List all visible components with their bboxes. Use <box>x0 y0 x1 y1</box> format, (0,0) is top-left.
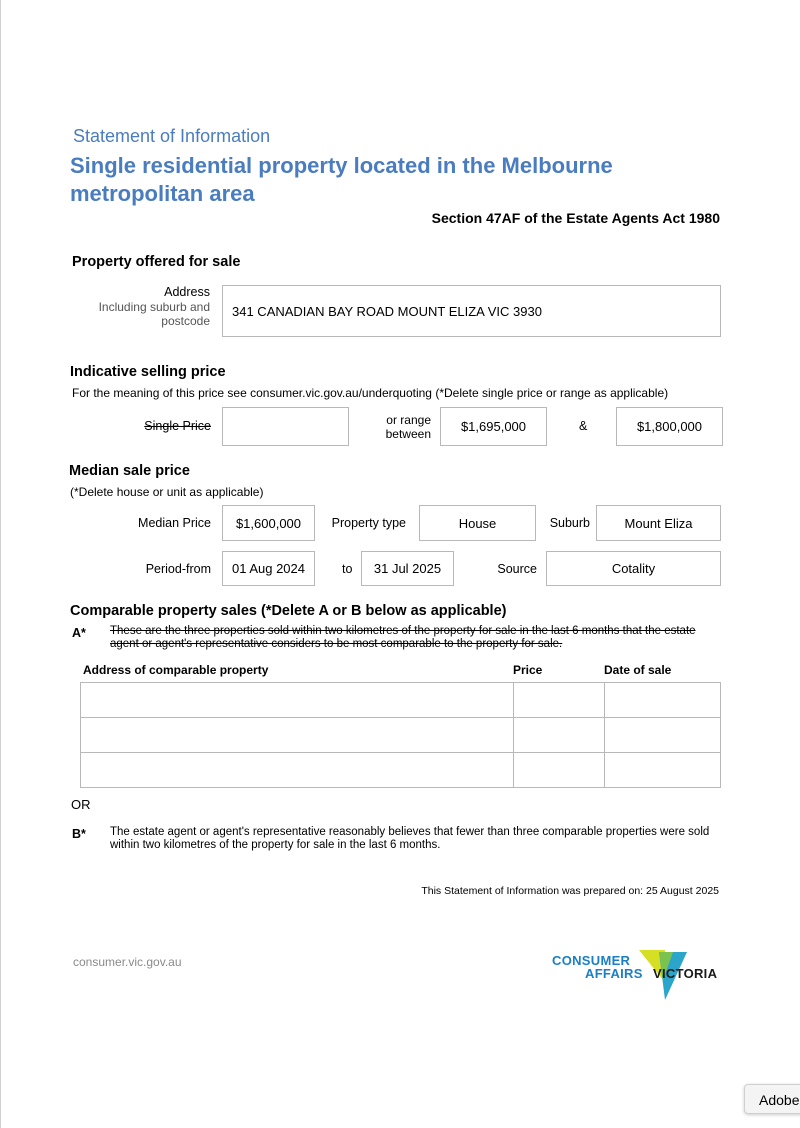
median-price-field[interactable] <box>222 505 315 541</box>
date-cell[interactable] <box>605 683 721 718</box>
range-high-value: $1,800,000 <box>636 419 703 434</box>
option-a-marker: A* <box>72 626 86 640</box>
range-low-value: $1,695,000 <box>460 419 527 434</box>
address-value: 341 CANADIAN BAY ROAD MOUNT ELIZA VIC 3930 <box>232 303 542 319</box>
option-b-marker: B* <box>72 827 86 841</box>
property-heading: Property offered for sale <box>72 254 241 270</box>
indicative-heading: Indicative selling price <box>70 364 226 380</box>
single-price-label: Single Price <box>144 419 211 433</box>
col-date-header: Date of sale <box>604 663 672 677</box>
median-price-label: Median Price <box>138 516 211 530</box>
col-price-header: Price <box>513 663 543 677</box>
source-label: Source <box>497 562 537 576</box>
or-separator: OR <box>71 797 91 812</box>
range-ampersand: & <box>579 419 588 433</box>
suburb-field[interactable] <box>596 505 721 541</box>
logo-affairs: AFFAIRS <box>585 966 643 981</box>
table-row <box>81 718 721 753</box>
property-type-label: Property type <box>331 516 406 530</box>
address-label: Address <box>164 285 210 299</box>
document-title: Single residential property located in the Melbourne metropolitan area <box>70 153 613 206</box>
median-price-value: $1,600,000 <box>235 515 302 531</box>
col-address-header: Address of comparable property <box>83 663 269 677</box>
range-high-field[interactable] <box>616 407 723 446</box>
option-a-text: These are the three properties sold within two kilometres of the property for sale in the last 6 months that the estate agent or agent's representative considers to be most comparable to the property for sale. <box>110 625 696 650</box>
address-sublabel-2: postcode <box>161 314 210 328</box>
logo-victoria: VICTORIA <box>653 966 718 981</box>
period-from-value: 01 Aug 2024 <box>231 561 306 576</box>
option-b-text: The estate agent or agent's representative reasonably believes that fewer than three comparable properties were sold within two kilometres of the property for sale in the last 6 months. <box>110 826 710 851</box>
source-value: Cotality <box>611 561 656 576</box>
address-sublabel-1: Including suburb and <box>98 300 210 314</box>
address-field[interactable] <box>222 285 721 337</box>
median-note: (*Delete house or unit as applicable) <box>70 485 264 499</box>
table-row <box>81 753 721 788</box>
comparable-table <box>80 682 721 788</box>
period-from-label: Period-from <box>145 562 211 576</box>
act-reference: Section 47AF of the Estate Agents Act 1980 <box>431 210 720 226</box>
indicative-note: For the meaning of this price see consumer.vic.gov.au/underquoting (*Delete single price or range as applicable) <box>72 386 669 400</box>
property-type-value: House <box>458 515 497 531</box>
source-field[interactable] <box>546 551 721 586</box>
table-row <box>81 683 721 718</box>
period-from-field[interactable] <box>222 551 315 586</box>
range-label <box>371 413 431 441</box>
period-to-field[interactable] <box>361 551 454 586</box>
property-type-field[interactable] <box>419 505 536 541</box>
address-cell[interactable] <box>81 718 514 753</box>
price-cell[interactable] <box>514 718 605 753</box>
footer-url[interactable]: consumer.vic.gov.au <box>73 955 182 969</box>
range-low-field[interactable] <box>440 407 547 446</box>
period-to-value: 31 Jul 2025 <box>373 561 442 576</box>
range-label-line2: between <box>385 427 431 441</box>
prepared-date: This Statement of Information was prepared on: 25 August 2025 <box>421 885 719 897</box>
document-subtitle: Statement of Information <box>73 126 271 146</box>
logo-consumer: CONSUMER <box>552 953 631 968</box>
address-cell[interactable] <box>81 753 514 788</box>
date-cell[interactable] <box>605 753 721 788</box>
suburb-label: Suburb <box>549 516 590 530</box>
median-heading: Median sale price <box>69 463 190 479</box>
address-cell[interactable] <box>81 683 514 718</box>
period-to-label: to <box>342 562 353 576</box>
date-cell[interactable] <box>605 718 721 753</box>
suburb-value: Mount Eliza <box>624 515 693 531</box>
adobe-button[interactable]: Adobe <box>744 1084 800 1114</box>
price-cell[interactable] <box>514 753 605 788</box>
price-cell[interactable] <box>514 683 605 718</box>
single-price-field[interactable] <box>222 407 349 446</box>
comparable-heading: Comparable property sales (*Delete A or B below as applicable) <box>70 603 507 619</box>
range-label-line1: or range <box>386 413 431 427</box>
